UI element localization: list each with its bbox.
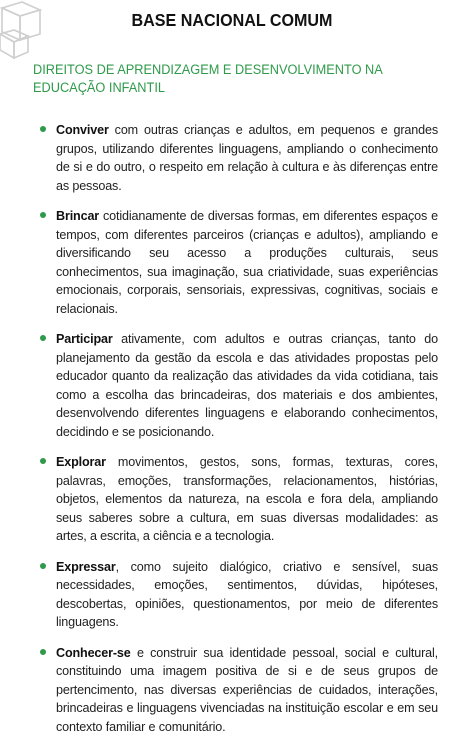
list-item-conviver <box>33 121 438 195</box>
list-item-expressar <box>33 558 438 632</box>
list-item-keyword: Brincar <box>56 209 99 223</box>
list-item-participar <box>33 330 438 441</box>
list-item-body: , como sujeito dialógico, criativo e sensível, suas necessidades, emoções, sentimentos, dúvidas, hipóteses, descobertas, opiniões, questionamentos, por meio de diferentes linguagens. <box>56 560 438 630</box>
bullet-icon <box>40 212 46 218</box>
list-item-text <box>56 644 438 736</box>
list-item-text <box>56 207 438 318</box>
list-item-text <box>56 330 438 441</box>
list-item-body: com outras crianças e adultos, em pequenos e grandes grupos, utilizando diferentes linguagens, ampliando o conhecimento de si e do outro, o respeito em relação à cultura e às diferenças entre as pessoas. <box>56 123 438 193</box>
list-item-keyword: Participar <box>56 332 113 346</box>
list-item-keyword: Explorar <box>56 455 106 469</box>
list-item-text <box>56 453 438 546</box>
list-item-brincar <box>33 207 438 318</box>
list-item-keyword: Conviver <box>56 123 109 137</box>
page-header-title: BASE NACIONAL COMUM <box>19 10 446 31</box>
section-title: DIREITOS DE APRENDIZAGEM E DESENVOLVIMENTO NA EDUCAÇÃO INFANTIL <box>33 61 393 97</box>
list-item-keyword: Conhecer-se <box>56 646 131 660</box>
list-item-body: cotidianamente de diversas formas, em diferentes espaços e tempos, com diferentes parceiros (crianças e adultos), ampliando e diversificando seu acesso a produções culturais, seus conhecimentos, sua imaginação, sua criatividade, suas experiências emocionais, corporais, sensoriais, expressivas, cognitivas, sociais e relacionais. <box>56 209 438 316</box>
list-item-body: e construir sua identidade pessoal, social e cultural, constituindo uma imagem positiva de si e de seus grupos de pertencimento, nas diversas experiências de cuidados, interações, brincadeiras e linguagens vivenciadas na instituição escolar e em seu contexto familiar e comunitário. <box>56 646 438 734</box>
bullet-icon <box>40 563 46 569</box>
list-item-conhecer-se <box>33 644 438 736</box>
list-item-body: ativamente, com adultos e outras crianças, tanto do planejamento da gestão da escola e das atividades propostas pelo educador quanto da realização das atividades da vida cotidiana, tais como a escolha das brincadeiras, dos materiais e dos ambientes, desenvolvendo diferentes linguagens e elaborando conhecimentos, decidindo e se posicionando. <box>56 332 438 439</box>
list-item-text <box>56 121 438 195</box>
bullet-icon <box>40 458 46 464</box>
list-item-text <box>56 558 438 632</box>
list-item-explorar <box>33 453 438 546</box>
bullet-icon <box>40 335 46 341</box>
list-item-body: movimentos, gestos, sons, formas, texturas, cores, palavras, emoções, transformações, relacionamentos, histórias, objetos, elementos da natureza, na escola e fora dela, ampliando seus saberes sobre a cultura, em suas diversas modalidades: as artes, a escrita, a ciência e a tecnologia. <box>56 455 438 543</box>
bullet-icon <box>40 126 46 132</box>
rights-list <box>33 121 438 736</box>
list-item-keyword: Expressar <box>56 560 116 574</box>
bullet-icon <box>40 649 46 655</box>
